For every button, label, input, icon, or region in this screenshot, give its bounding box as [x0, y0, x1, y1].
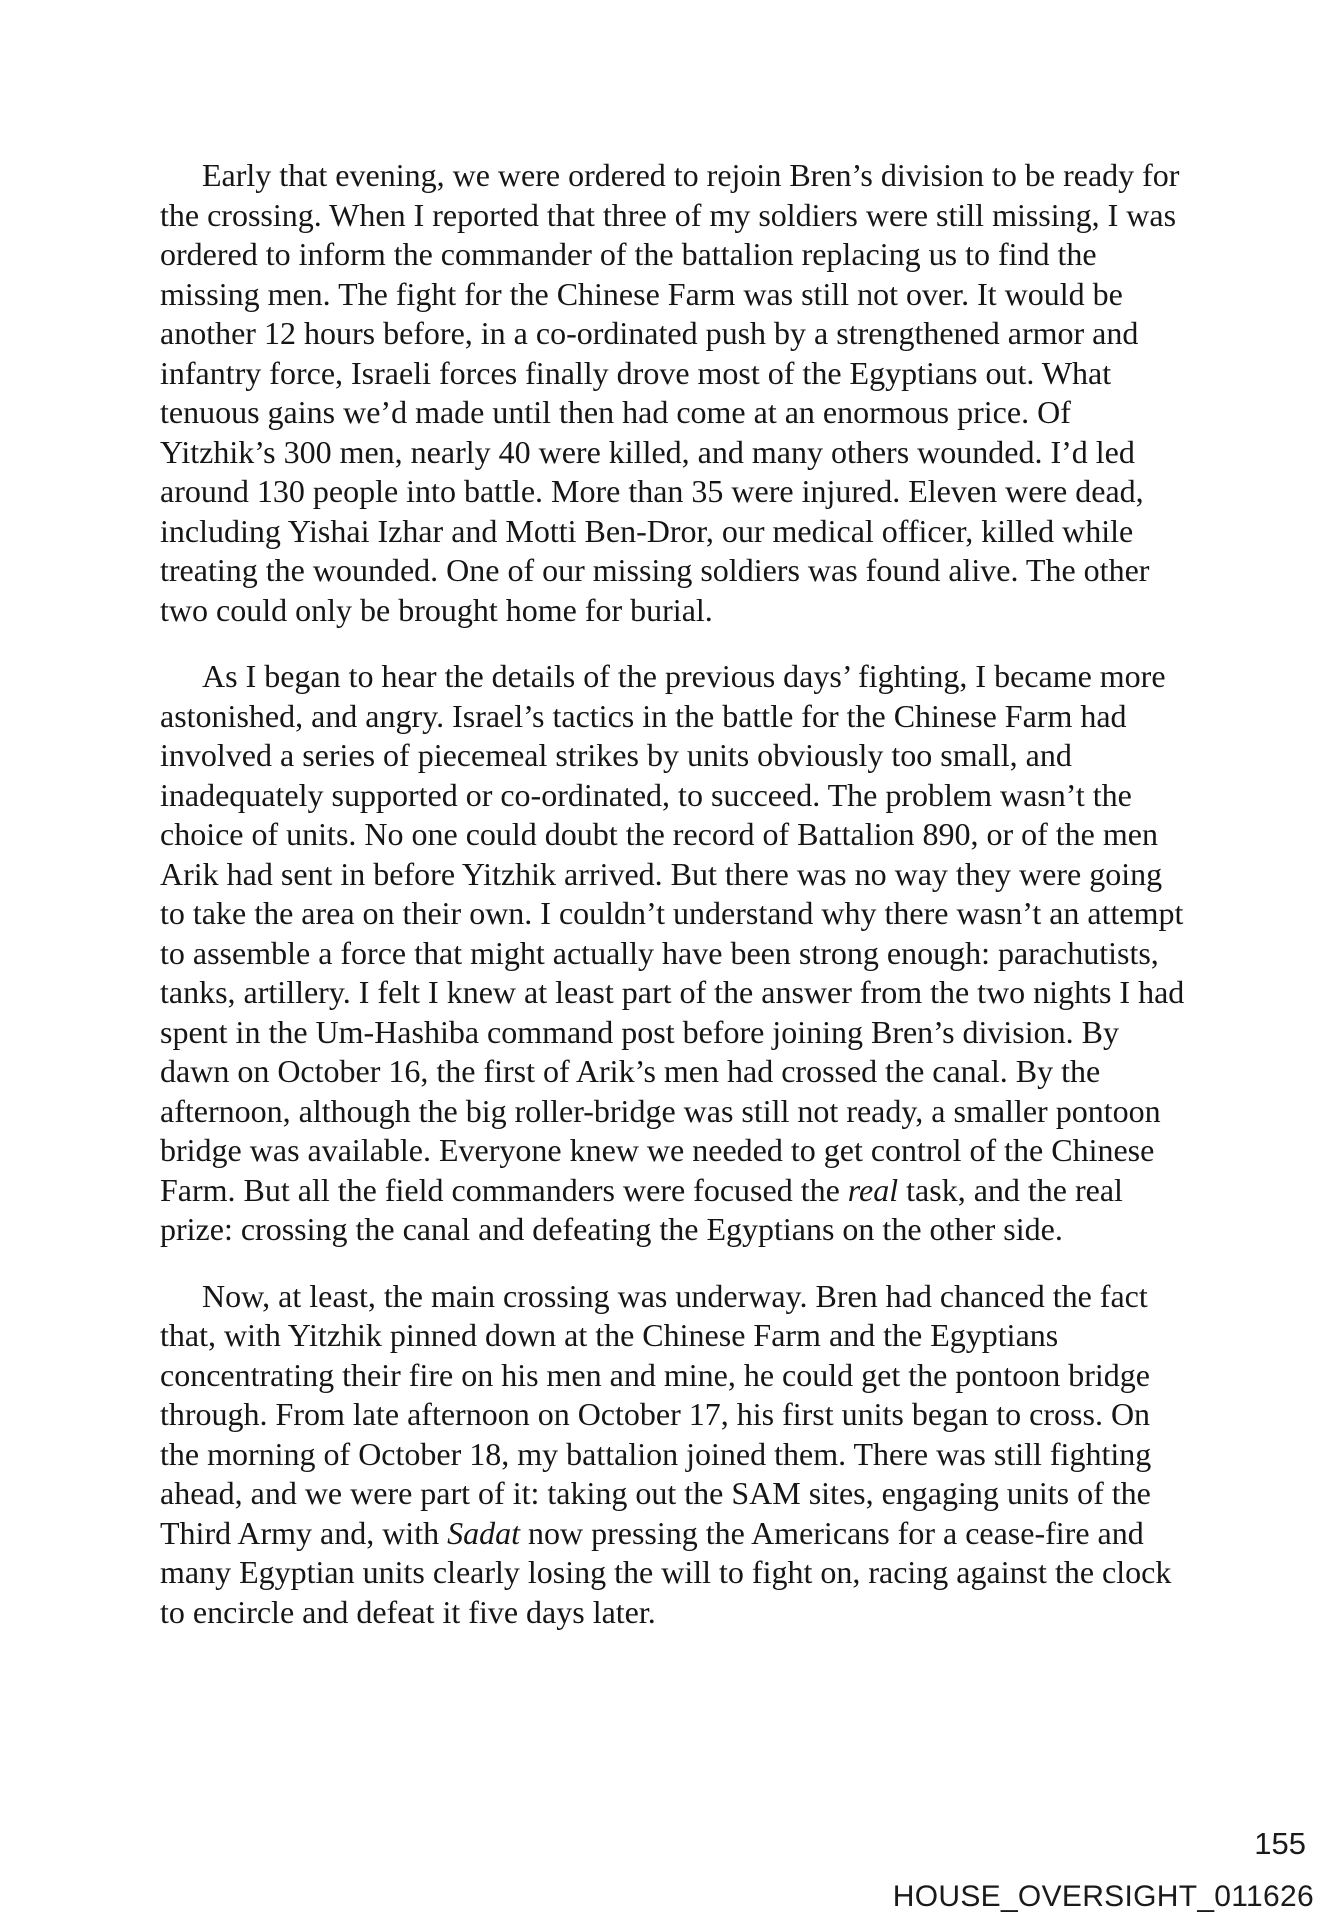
text-run: task, and the real [898, 1171, 1123, 1208]
text-line: inadequately supported or co-ordinated, to succeed. The problem wasn’t the [160, 776, 1132, 813]
text-line: concentrating their fire on his men and mine, he could get the pontoon bridge [160, 1356, 1150, 1393]
paragraph [160, 156, 1210, 630]
text-line: the morning of October 18, my battalion joined them. There was still fighting [160, 1435, 1152, 1472]
text-line: tenuous gains we’d made until then had come at an enormous price. Of [160, 394, 1071, 430]
text-run: Third Army and, with [160, 1514, 448, 1551]
text-line: around 130 people into battle. More than 35 were injured. Eleven were dead, [160, 473, 1144, 509]
text-line: afternoon, although the big roller-bridge was still not ready, a smaller pontoon [160, 1092, 1161, 1129]
text-line: many Egyptian units clearly losing the will to fight on, racing against the clock [160, 1554, 1172, 1590]
text-line: Arik had sent in before Yitzhik arrived. But there was no way they were going [160, 855, 1163, 892]
text-line: to assemble a force that might actually have been strong enough: parachutists, [160, 934, 1159, 971]
text-line: spent in the Um-Hashiba command post before joining Bren’s division. By [160, 1013, 1119, 1050]
text-line: missing men. The fight for the Chinese Farm was still not over. It would be [160, 275, 1123, 312]
text-line: As I began to hear the details of the previous days’ fighting, I became more [202, 658, 1166, 694]
page-number: 155 [1254, 1826, 1306, 1861]
text-run: now pressing the Americans for a cease-fire and [519, 1514, 1144, 1551]
text-line: Yitzhik’s 300 men, nearly 40 were killed, and many others wounded. I’d led [160, 433, 1135, 470]
body-text [160, 156, 1210, 1659]
paragraph [160, 657, 1210, 1250]
text-line: another 12 hours before, in a co-ordinated push by a strengthened armor and [160, 315, 1139, 351]
text-line: the crossing. When I reported that three of my soldiers were still missing, I was [160, 196, 1177, 233]
paragraph [160, 1277, 1210, 1633]
text-line: two could only be brought home for burial. [160, 591, 713, 628]
text-line: to encircle and defeat it five days later. [160, 1593, 656, 1630]
italic-text: Sadat [447, 1514, 520, 1551]
text-line: bridge was available. Everyone knew we needed to get control of the Chinese [160, 1132, 1155, 1168]
text-line: Early that evening, we were ordered to rejoin Bren’s division to be ready for [202, 157, 1180, 193]
italic-text: real [847, 1171, 899, 1208]
text-line: involved a series of piecemeal strikes by units obviously too small, and [160, 737, 1072, 773]
text-line: including Yishai Izhar and Motti Ben-Dror, our medical officer, killed while [160, 512, 1134, 549]
text-line: choice of units. No one could doubt the record of Battalion 890, or of the men [160, 816, 1158, 852]
text-line: Now, at least, the main crossing was underway. Bren had chanced the fact [202, 1277, 1148, 1314]
bates-stamp: HOUSE_OVERSIGHT_011626 [892, 1880, 1314, 1913]
text-line: ahead, and we were part of it: taking out the SAM sites, engaging units of the [160, 1475, 1151, 1511]
text-line: dawn on October 16, the first of Arik’s men had crossed the canal. By the [160, 1053, 1101, 1089]
text-line: treating the wounded. One of our missing soldiers was found alive. The other [160, 552, 1150, 588]
text-line: to take the area on their own. I couldn’t understand why there wasn’t an attempt [160, 895, 1184, 931]
text-run: Farm. But all the field commanders were focused the [160, 1171, 848, 1208]
text-line: astonished, and angry. Israel’s tactics in the battle for the Chinese Farm had [160, 697, 1127, 734]
text-line: through. From late afternoon on October 17, his first units began to cross. On [160, 1396, 1151, 1432]
text-line: tanks, artillery. I felt I knew at least part of the answer from the two nights I had [160, 974, 1185, 1010]
text-line: prize: crossing the canal and defeating the Egyptians on the other side. [160, 1211, 1063, 1247]
text-line [160, 1514, 1210, 1554]
text-line: ordered to inform the commander of the battalion replacing us to find the [160, 236, 1097, 272]
text-line: that, with Yitzhik pinned down at the Chinese Farm and the Egyptians [160, 1317, 1059, 1353]
text-line [160, 1171, 1210, 1211]
text-line: infantry force, Israeli forces finally drove most of the Egyptians out. What [160, 354, 1112, 391]
